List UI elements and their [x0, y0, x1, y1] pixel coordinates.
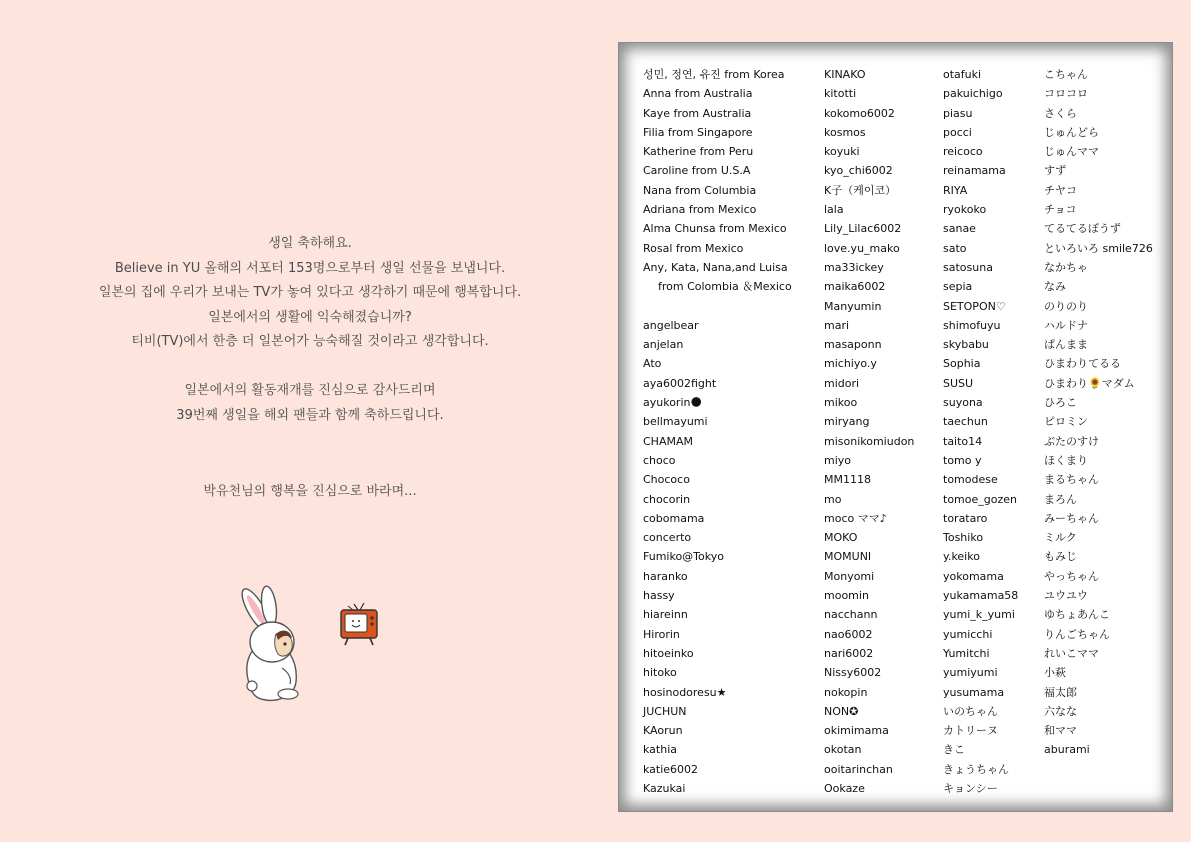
supporter-name: hitoeinko [643, 646, 694, 660]
supporter-name: hosinodoresu★ [643, 685, 727, 699]
supporter-name: sepia [943, 280, 973, 294]
supporter-name: shimofuyu [943, 318, 1001, 332]
supporter-name: choco [643, 453, 676, 467]
supporter-name: MM1118 [824, 473, 871, 487]
supporter-name: ユウユウ [1044, 589, 1088, 603]
rabbit-and-tv-illustration [222, 582, 392, 712]
supporter-name: Manyumin [824, 299, 882, 313]
supporter-name: yusumama [943, 685, 1005, 699]
supporter-name: love.yu_mako [824, 241, 900, 255]
supporter-name: SUSU [943, 376, 974, 390]
supporter-name: mo [824, 492, 842, 506]
message-line: 티비(TV)에서 한층 더 일본어가 능숙해질 것이라고 생각합니다. [131, 334, 489, 349]
supporter-name: 六なな [1044, 704, 1077, 718]
supporter-name: sanae [943, 222, 976, 236]
supporter-name: aburami [1044, 743, 1090, 757]
supporter-name: NON✪ [824, 704, 859, 718]
supporter-name: anjelan [643, 338, 684, 352]
supporter-name: もみじ [1044, 550, 1077, 564]
supporter-name: nacchann [824, 608, 878, 622]
supporter-name: michiyo.y [824, 357, 877, 371]
supporter-name: ほくまり [1044, 453, 1088, 467]
supporter-name: suyona [943, 396, 983, 410]
supporter-name: katie6002 [643, 762, 699, 776]
supporter-name: Rosal from Mexico [643, 241, 744, 255]
supporters-column-2 [824, 65, 914, 798]
supporter-name: concerto [643, 531, 692, 545]
supporter-name: ayukorin🌑 [643, 396, 702, 410]
supporter-name: カトリーヌ [943, 724, 998, 738]
paragraph-gap [50, 355, 570, 380]
supporter-name: piasu [943, 106, 973, 120]
supporter-name: Kazukai [643, 781, 686, 795]
supporter-name: CHAMAM [643, 434, 693, 448]
supporter-name: masaponn [824, 338, 882, 352]
supporter-name: okimimama [824, 724, 889, 738]
message-line: 일본에서의 활동재개를 진심으로 감사드리며 [184, 383, 436, 398]
supporter-name: yokomama [943, 569, 1004, 583]
supporter-name: 和ママ [1044, 724, 1077, 738]
supporter-name: chocorin [643, 492, 691, 506]
supporter-name: haranko [643, 569, 688, 583]
supporter-name: Ato [643, 357, 662, 371]
supporter-name: yukamama58 [943, 589, 1019, 603]
supporter-name: angelbear [643, 318, 699, 332]
supporter-name: じゅんママ [1044, 145, 1099, 159]
supporter-name: てるてるぼうず [1044, 222, 1121, 236]
supporter-name: tomo y [943, 453, 982, 467]
supporter-name: ひろこ [1044, 396, 1077, 410]
supporter-name: hiareinn [643, 608, 688, 622]
supporter-name: 小萩 [1044, 666, 1066, 680]
supporter-name: みーちゃん [1044, 511, 1099, 525]
supporter-name: Hirorin [643, 627, 680, 641]
supporter-name: ぶたのすけ [1044, 434, 1099, 448]
supporter-name: ooitarinchan [824, 762, 893, 776]
supporter-name: kitotti [824, 87, 857, 101]
supporter-name: from Colombia ＆Mexico [658, 280, 792, 294]
supporter-name: yumiyumi [943, 666, 998, 680]
supporters-column-1 [643, 65, 792, 798]
supporter-name: チヤコ [1044, 183, 1077, 197]
supporter-name: taito14 [943, 434, 983, 448]
birthday-message [50, 232, 570, 505]
message-line: Believe in YU 올해의 서포터 153명으로부터 생일 선물을 보냅니다. [114, 260, 506, 276]
supporter-name: kathia [643, 743, 677, 757]
supporter-name: pakuichigo [943, 87, 1003, 101]
supporter-name: MOKO [824, 531, 858, 545]
supporter-name: kyo_chi6002 [824, 164, 893, 178]
paragraph-gap [50, 428, 570, 480]
supporter-name: mari [824, 318, 850, 332]
supporter-name: nari6002 [824, 646, 874, 660]
message-line: 생일 축하해요. [268, 236, 352, 251]
supporter-name: otafuki [943, 68, 982, 81]
supporter-name: koyuki [824, 145, 860, 159]
supporter-name: 福太郎 [1044, 685, 1077, 699]
supporter-name: チョコ [1044, 203, 1077, 217]
supporter-name: yumicchi [943, 627, 993, 641]
supporter-name: すず [1044, 164, 1067, 178]
supporter-name: skybabu [943, 338, 989, 352]
supporter-name: pocci [943, 125, 972, 139]
supporter-name: まるちゃん [1044, 473, 1099, 487]
supporter-name: Nissy6002 [824, 666, 882, 680]
supporter-name: さくら [1044, 106, 1077, 120]
supporter-name: miyo [824, 453, 852, 467]
supporter-name: なかちゃ [1044, 260, 1088, 274]
supporter-name: K子（케이코） [824, 183, 897, 197]
supporter-name: こちゃん [1044, 68, 1088, 81]
supporter-name: まろん [1044, 492, 1077, 506]
supporter-name: 성민, 정연, 유진 from Korea [643, 68, 785, 81]
supporter-name: きこ [943, 743, 965, 757]
supporter-name: y.keiko [943, 550, 980, 564]
supporter-name: midori [824, 376, 860, 390]
message-line: 일본의 집에 우리가 보내는 TV가 놓여 있다고 생각하기 때문에 행복합니다. [98, 285, 522, 300]
supporter-name: satosuna [943, 260, 993, 274]
supporter-name: いのちゃん [943, 704, 998, 718]
supporter-name: Any, Kata, Nana,and Luisa [643, 260, 788, 274]
supporter-name: ハルドナ [1044, 318, 1088, 332]
supporter-name: ピロミン [1044, 415, 1088, 429]
supporter-name: reinamama [943, 164, 1006, 178]
supporter-name: Toshiko [943, 531, 984, 545]
supporter-name: ミルク [1044, 531, 1077, 545]
supporter-name: ぱんまま [1044, 338, 1088, 352]
supporter-name: moomin [824, 589, 869, 603]
supporter-name: Fumiko@Tokyo [643, 550, 724, 564]
supporter-name: Monyomi [824, 569, 875, 583]
supporter-name: KAorun [643, 724, 683, 738]
supporter-name: Alma Chunsa from Mexico [643, 222, 787, 236]
supporter-name: Adriana from Mexico [643, 203, 757, 217]
supporter-name: Ookaze [824, 781, 865, 795]
supporter-name: moco ママ♪ [824, 511, 887, 525]
supporter-name: やっちゃん [1044, 569, 1099, 583]
supporter-name: なみ [1044, 280, 1066, 294]
supporter-name: aya6002fight [643, 376, 717, 390]
supporter-name: taechun [943, 415, 988, 429]
supporter-name: tomoe_gozen [943, 492, 1017, 506]
supporter-name: SETOPON♡ [943, 299, 1006, 313]
supporter-name: といろいろ smile726 [1044, 241, 1153, 255]
supporter-name: tomodese [943, 473, 998, 487]
supporter-name: Nana from Columbia [643, 183, 757, 197]
message-closing: 박유천님의 행복을 진심으로 바라며... [203, 484, 417, 499]
supporter-name: yumi_k_yumi [943, 608, 1015, 622]
supporter-name: cobomama [643, 511, 705, 525]
supporter-name: ryokoko [943, 203, 987, 217]
supporter-name [643, 297, 792, 316]
supporter-name: reicoco [943, 145, 983, 159]
supporter-name: Anna from Australia [643, 87, 753, 101]
supporter-name: lala [824, 203, 844, 217]
supporter-name: ひまわりてるる [1044, 357, 1121, 371]
supporter-name: kokomo6002 [824, 106, 895, 120]
supporter-name: hitoko [643, 666, 677, 680]
supporter-name: torataro [943, 511, 988, 525]
supporter-name: JUCHUN [643, 704, 687, 718]
supporter-name: りんごちゃん [1044, 627, 1110, 641]
supporter-name: れいこママ [1044, 646, 1099, 660]
message-line: 일본에서의 생활에 익숙해졌습니까? [208, 309, 412, 325]
supporters-column-3 [943, 65, 1018, 798]
supporter-name: ma33ickey [824, 260, 884, 274]
supporter-name: Sophia [943, 357, 981, 371]
supporter-name: MOMUNI [824, 550, 872, 564]
supporter-name: KINAKO [824, 68, 866, 81]
tv-icon [338, 600, 380, 648]
supporter-name: RIYA [943, 183, 968, 197]
supporter-name: bellmayumi [643, 415, 708, 429]
supporter-name: じゅんどら [1044, 125, 1099, 139]
supporter-name: ひまわり🌻マダム [1044, 376, 1135, 390]
supporter-name: maika6002 [824, 280, 886, 294]
supporter-name: kosmos [824, 125, 866, 139]
supporter-name: ゆちょあんこ [1044, 608, 1110, 622]
supporter-name: hassy [643, 589, 675, 603]
supporter-name: Filia from Singapore [643, 125, 753, 139]
supporter-name: sato [943, 241, 967, 255]
supporter-name: misonikomiudon [824, 434, 915, 448]
supporter-name: mikoo [824, 396, 858, 410]
supporter-name: Yumitchi [943, 646, 990, 660]
supporter-name: Caroline from U.S.A [643, 164, 751, 178]
supporters-column-4 [1044, 65, 1153, 760]
supporter-name: きょうちゃん [943, 762, 1009, 776]
supporters-panel [618, 42, 1173, 812]
supporter-name: miryang [824, 415, 870, 429]
supporter-name: のりのり [1044, 299, 1088, 313]
supporter-name: Katherine from Peru [643, 145, 754, 159]
message-line: 39번째 생일을 해외 팬들과 함께 축하드립니다. [176, 407, 444, 423]
supporter-name: Lily_Lilac6002 [824, 222, 902, 236]
supporter-name: コロコロ [1044, 87, 1088, 101]
supporter-name: okotan [824, 743, 862, 757]
supporter-name: nokopin [824, 685, 868, 699]
supporter-name: キョンシー [943, 781, 998, 795]
supporter-name: nao6002 [824, 627, 873, 641]
supporter-name: Chococo [643, 473, 690, 487]
supporter-name: Kaye from Australia [643, 106, 752, 120]
